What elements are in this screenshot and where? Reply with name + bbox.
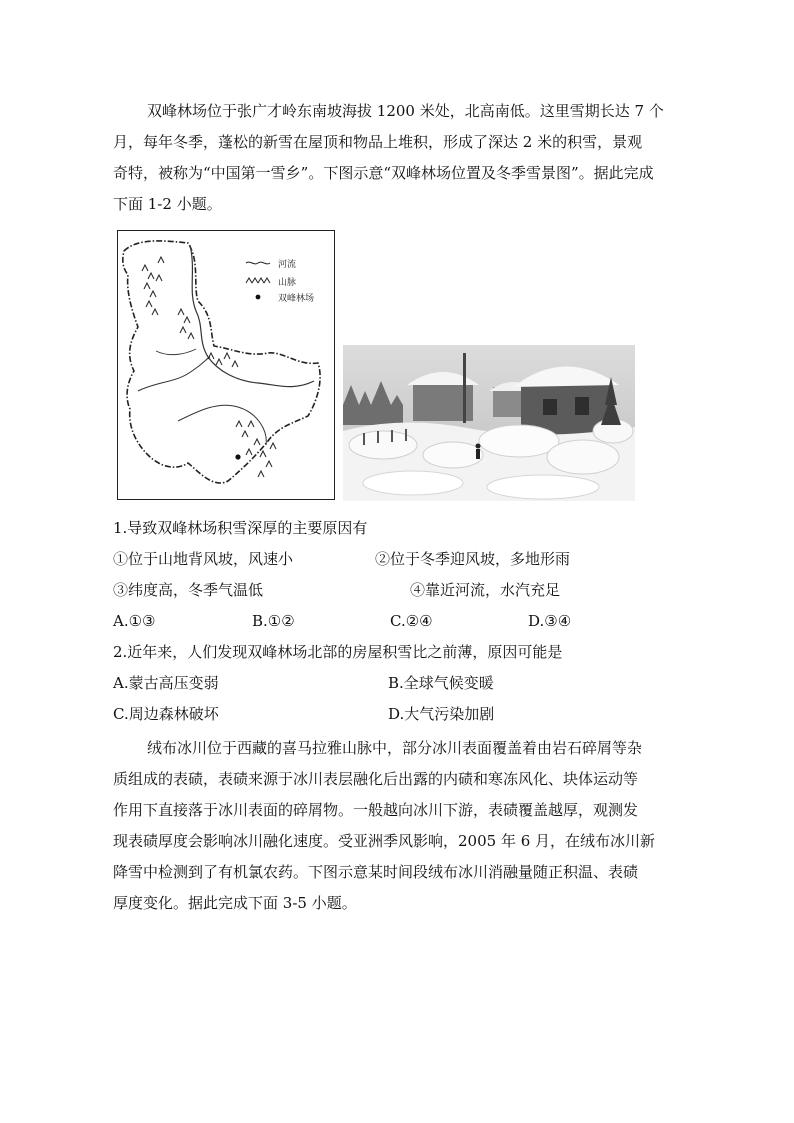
intro1-line-3: 奇特，被称为“中国第一雪乡”。下图示意“双峰林场位置及冬季雪景图”。据此完成 — [113, 164, 654, 182]
q1-choice-a: A.①③ — [113, 612, 156, 630]
mountain-icon — [246, 278, 270, 283]
q2-choice-a: A.蒙古高压变弱 — [113, 674, 219, 692]
river-branch-1 — [138, 357, 210, 391]
q1-stem: 1.导致双峰林场积雪深厚的主要原因有 — [113, 519, 368, 537]
q2-choice-b: B.全球气候变暖 — [388, 674, 494, 692]
intro1-line-4: 下面 1-2 小题。 — [113, 195, 222, 213]
river-icon — [246, 262, 270, 264]
site-dot — [235, 454, 240, 459]
intro-paragraph-2 — [113, 733, 679, 919]
q1-choice-d: D.③④ — [528, 612, 572, 630]
mountain-range-center — [178, 309, 238, 367]
q2-choice-d: D.大气污染加剧 — [388, 705, 495, 723]
q1-choice-c: C.②④ — [390, 612, 433, 630]
snow-scene-photo — [343, 345, 635, 501]
q1-option-1: ①位于山地背风坡，风速小 — [113, 550, 294, 568]
legend-mountain: 山脉 — [278, 278, 297, 288]
q2-choice-c: C.周边森林破坏 — [113, 705, 219, 723]
q1-option-2: ②位于冬季迎风坡，多地形雨 — [375, 550, 571, 568]
q1-option-4: ④靠近河流，水汽充足 — [410, 581, 561, 599]
intro2-line-3: 作用下直接落于冰川表面的碎屑物。一般越向冰川下游，表碛覆盖越厚，观测发 — [113, 801, 639, 819]
q1-choice-b: B.①② — [252, 612, 295, 630]
river-branch-3 — [156, 349, 196, 355]
map-drawing — [118, 231, 336, 501]
site-dot-icon — [256, 295, 261, 300]
q2-stem: 2.近年来，人们发现双峰林场北部的房屋积雪比之前薄，原因可能是 — [113, 643, 563, 661]
q1-option-3: ③纬度高，冬季气温低 — [113, 581, 264, 599]
intro2-line-2: 质组成的表碛，表碛来源于冰川表层融化后出露的内碛和寒冻风化、块体运动等 — [113, 770, 639, 788]
intro-paragraph-1 — [113, 96, 679, 220]
intro2-line-6: 厚度变化。据此完成下面 3-5 小题。 — [113, 894, 357, 912]
legend-site: 双峰林场 — [278, 294, 315, 304]
intro1-line-1: 双峰林场位于张广才岭东南坡海拔 1200 米处，北高南低。这里雪期长达 7 个 — [147, 102, 664, 120]
map-legend — [246, 258, 314, 304]
mountain-range-north — [142, 257, 164, 315]
intro2-line-1: 绒布冰川位于西藏的喜马拉雅山脉中，部分冰川表面覆盖着由岩石碎屑等杂 — [147, 739, 643, 757]
intro2-line-4: 现表碛厚度会影响冰川融化速度。受亚洲季风影响，2005 年 6 月，在绒布冰川新 — [113, 832, 656, 850]
intro1-line-2: 月，每年冬季，蓬松的新雪在屋顶和物品上堆积，形成了深达 2 米的积雪，景观 — [113, 133, 643, 151]
legend-river: 河流 — [278, 260, 297, 270]
location-map — [117, 230, 335, 500]
intro2-line-5: 降雪中检测到了有机氯农药。下图示意某时间段绒布冰川消融量随正积温、表碛 — [113, 863, 639, 881]
